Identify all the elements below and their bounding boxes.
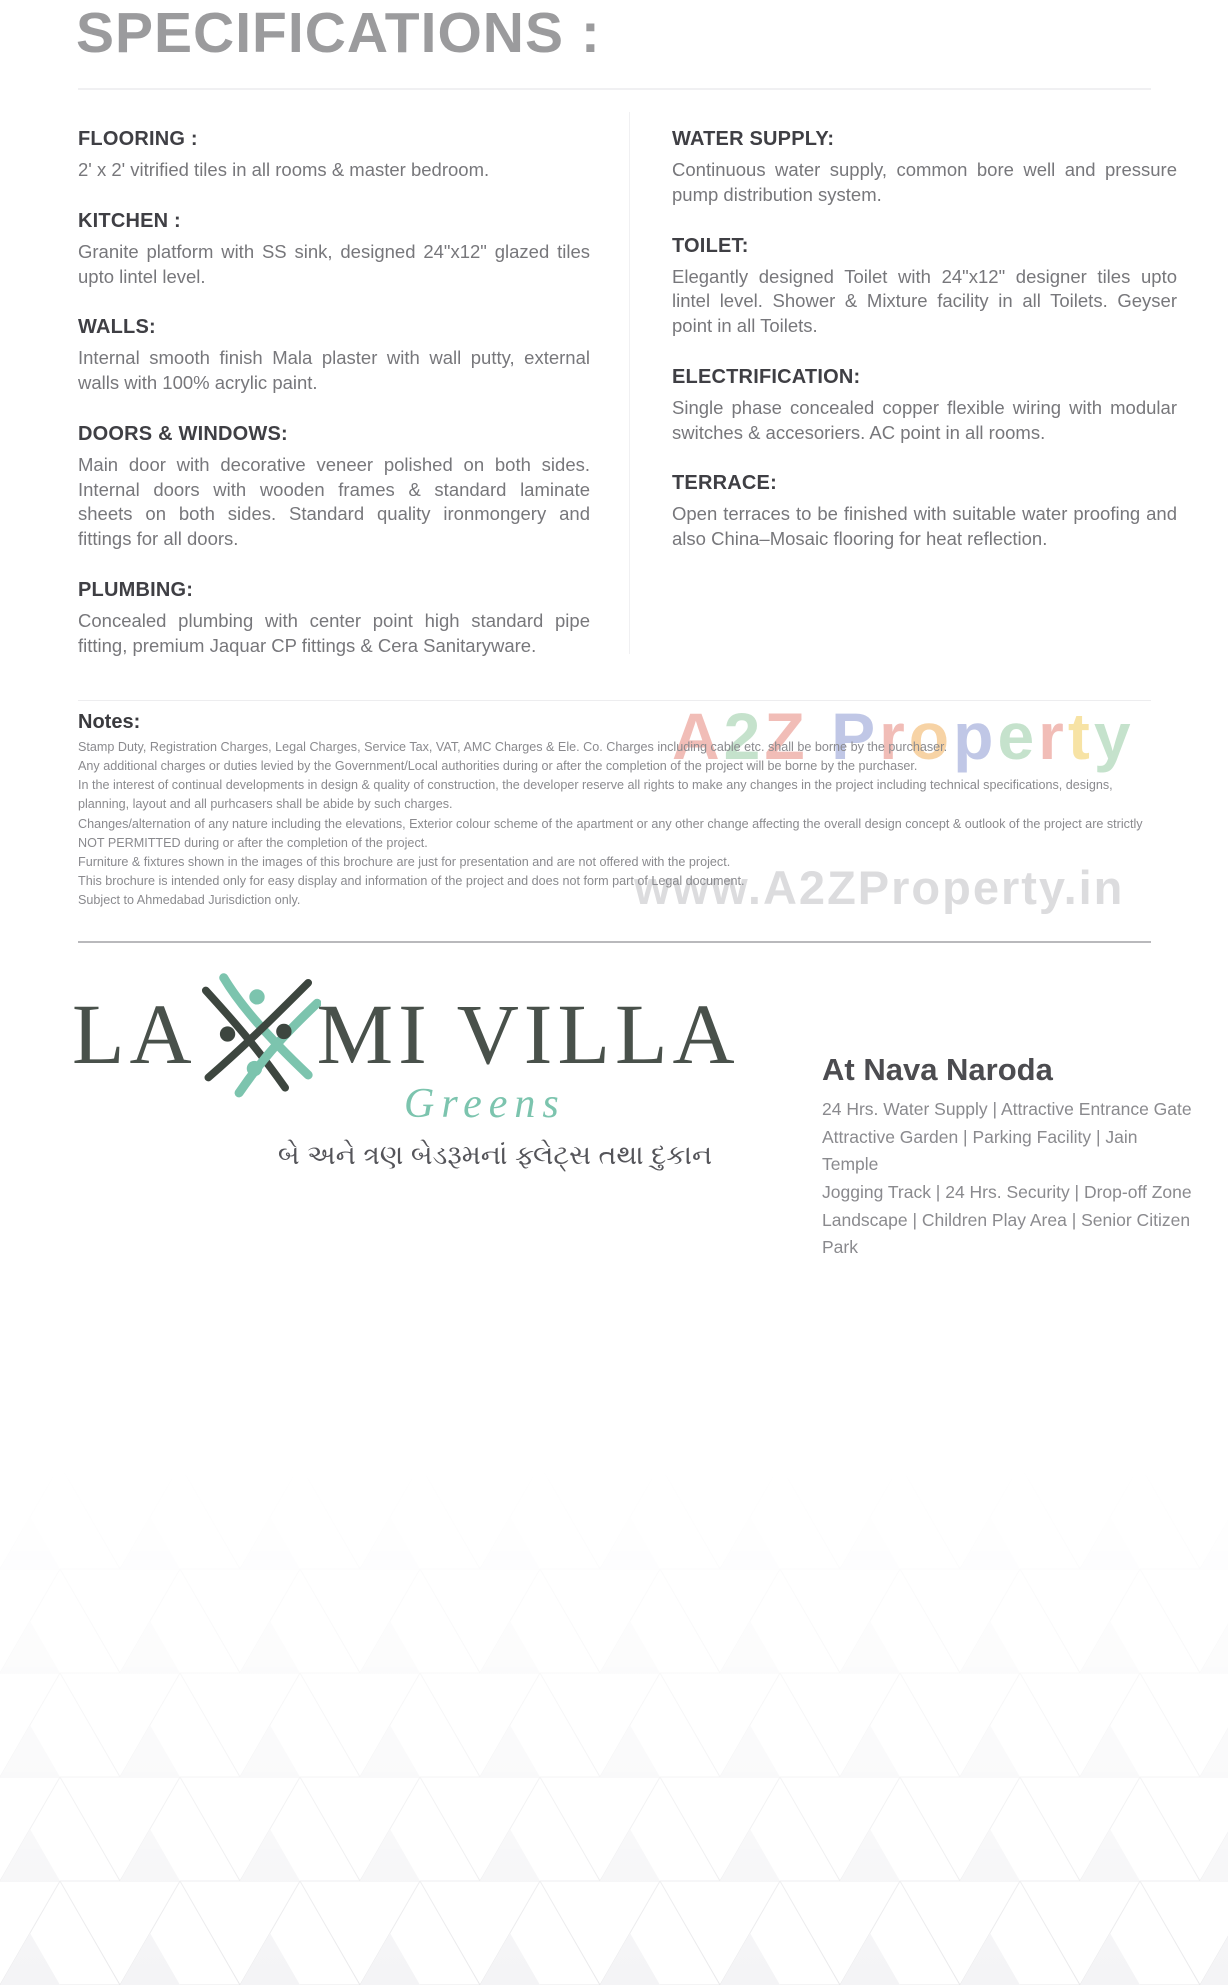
spec-heading: PLUMBING: (78, 579, 194, 602)
spec-heading: FLOORING : (78, 128, 198, 150)
spec-heading: KITCHEN : (78, 209, 181, 232)
watermark-letter: r (879, 699, 909, 773)
spec-body: Open terraces to be finished with suitable water proofing and also China–Mosaic flooring for heat reflection. (672, 503, 1177, 550)
amenity-line: 24 Hrs. Water Supply | Attractive Entrance Gate (822, 1099, 1192, 1119)
note-item: Stamp Duty, Registration Charges, Legal Charges, Service Tax, VAT, AMC Charges & Ele. Co. Charges including cable etc. shall be borne by the purchaser. (78, 740, 948, 754)
column-divider (629, 112, 630, 654)
title-divider (78, 88, 1151, 90)
watermark-letter: o (908, 699, 954, 773)
spec-body: Elegantly designed Toilet with 24"x12" designer tiles upto lintel level. Shower & Mixture facility in all Toilets. Geyser point in all Toilets. (672, 265, 1177, 337)
spec-heading: WATER SUPPLY: (672, 128, 835, 150)
notes-bottom-divider (78, 941, 1151, 943)
laxmi-villa-logo (72, 968, 740, 1178)
spec-body: Granite platform with SS sink, designed 24"x12" glazed tiles upto lintel level. (78, 240, 590, 287)
watermark-url: www.A2ZProperty.in (634, 861, 1125, 914)
watermark-letter: t (1067, 699, 1094, 773)
logo-text-mi-villa: MI VILLA (316, 986, 740, 1082)
amenity-line: Attractive Garden | Parking Facility | Jain Temple (822, 1126, 1138, 1175)
spec-body: Continuous water supply, common bore well and pressure pump distribution system. (672, 159, 1177, 205)
spec-section-electrification (672, 366, 1177, 446)
location-heading: At Nava Naroda (822, 1052, 1053, 1087)
watermark-letter: p (953, 699, 998, 773)
spec-heading: WALLS: (78, 316, 156, 339)
watermark-letter: A (672, 699, 724, 773)
triangle-pattern-decoration (0, 1465, 1228, 1985)
amenity-line: Jogging Track | 24 Hrs. Security | Drop-off Zone (822, 1181, 1192, 1202)
note-item: Any additional charges or duties levied by the Government/Local authorities during or after the completion of the project will be borne by the purchaser. (78, 759, 918, 774)
spec-section-toilet (672, 235, 1177, 339)
spec-column-left (78, 128, 590, 686)
watermark-letter: y (1093, 699, 1135, 773)
note-item: Changes/alternation of any nature including the elevations, Exterior colour scheme of the apartment or any other change affecting the overall design concept & outlook of the project are strictly NOT PERMITTED during or after the completion of the project. (78, 816, 1143, 850)
watermark-letter: r (1038, 699, 1068, 773)
notes-heading: Notes: (78, 711, 141, 733)
spec-section-flooring (78, 128, 590, 183)
watermark-letter: 2 (723, 699, 765, 773)
spec-heading: TERRACE: (672, 472, 777, 495)
spec-section-water-supply (672, 128, 1177, 208)
amenity-line: Landscape | Children Play Area | Senior Citizen Park (822, 1209, 1191, 1258)
spec-section-doors-windows (78, 423, 590, 552)
watermark-letter: P (831, 699, 880, 773)
note-item: This brochure is intended only for easy display and information of the project and does not form part of Legal document. (78, 873, 745, 888)
note-item: In the interest of continual developments in design & quality of construction, the developer reserve all rights to make any changes in the project including technical specifications, designs, planning, layout and all purhcasers shall be abide by such charges. (78, 778, 1113, 812)
spec-body: Internal smooth finish Mala plaster with wall putty, external walls with 100% acrylic paint. (78, 347, 590, 394)
page-title: SPECIFICATIONS : (76, 1, 601, 65)
spec-body: 2' x 2' vitrified tiles in all rooms & master bedroom. (78, 159, 490, 180)
location-section (822, 1052, 1192, 1262)
laxmi-logo-mark-icon (193, 968, 321, 1100)
watermark-letter: Z (764, 699, 809, 773)
spec-heading: TOILET: (672, 234, 749, 257)
spec-section-plumbing (78, 579, 590, 659)
spec-heading: DOORS & WINDOWS: (78, 422, 288, 445)
spec-section-walls (78, 316, 590, 396)
spec-heading: ELECTRIFICATION: (672, 365, 861, 388)
logo-greens-script: Greens (404, 1081, 566, 1127)
note-item: Furniture & fixtures shown in the images of this brochure are just for presentation and are not offered with the project. (78, 854, 731, 869)
spec-section-kitchen (78, 210, 590, 290)
notes-section (78, 711, 1151, 910)
logo-text-la: LA (72, 986, 197, 1082)
note-item: Subject to Ahmedabad Jurisdiction only. (78, 893, 301, 908)
logo-wordmark (72, 968, 740, 1100)
watermark-letter: e (997, 699, 1039, 773)
spec-body: Main door with decorative veneer polished on both sides. Internal doors with wooden frames & standard laminate sheets on both sides. Standard quality ironmongery and fittings for all doors. (78, 453, 590, 550)
spec-body: Concealed plumbing with center point high standard pipe fitting, premium Jaquar CP fittings & Cera Sanitaryware. (78, 610, 590, 656)
logo-tagline-gujarati: બે અને ત્રણ બેડરૂમનાં ફ્લેટ્સ તથા દુકાન (277, 1140, 713, 1170)
spec-body: Single phase concealed copper flexible wiring with modular switches & accesoriers. AC point in all rooms. (672, 396, 1177, 443)
spec-column-right (672, 128, 1177, 579)
spec-section-terrace (672, 472, 1177, 552)
